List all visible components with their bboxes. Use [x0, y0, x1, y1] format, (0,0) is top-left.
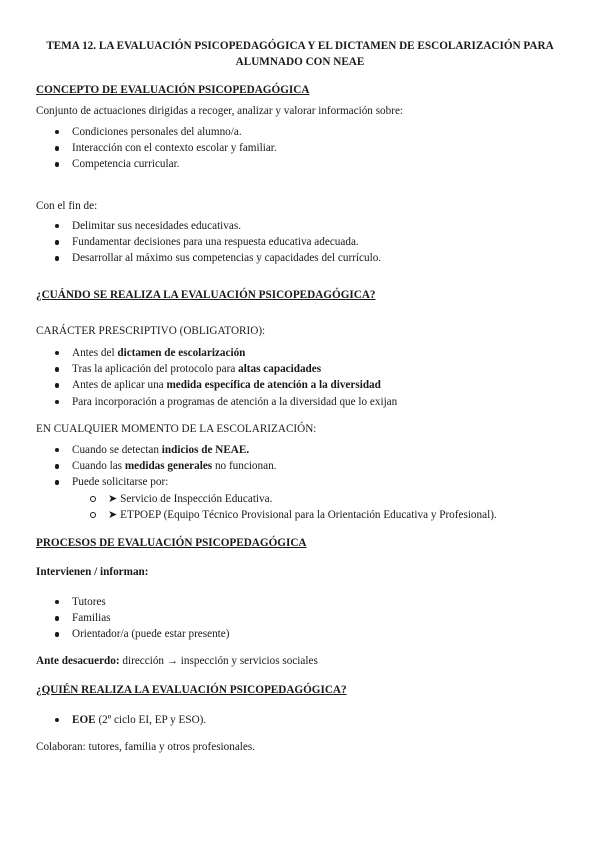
bullet-icon — [55, 351, 59, 355]
list-item: ➤ ETPOEP (Equipo Técnico Provisional para la Orientación Educativa y Profesional). — [90, 507, 497, 523]
bullet-icon — [55, 162, 59, 166]
document-title — [36, 38, 564, 70]
list-item: Cuando se detectan indicios de NEAE. — [55, 442, 276, 458]
bullet-icon — [55, 256, 59, 260]
list-item: EOE (2º ciclo EI, EP y ESO). — [55, 712, 206, 728]
bullet-icon — [55, 600, 59, 604]
bullet-icon — [55, 400, 59, 404]
list-item: Interacción con el contexto escolar y familiar. — [55, 140, 277, 156]
circle-bullet-icon — [90, 512, 96, 518]
list-item: Cuando las medidas generales no funcionan. — [55, 458, 276, 474]
bullet-icon — [55, 448, 59, 452]
list-item: Antes de aplicar una medida específica de atención a la diversidad — [55, 377, 397, 393]
list-item: Tras la aplicación del protocolo para altas capacidades — [55, 361, 397, 377]
title-line-1: TEMA 12. LA EVALUACIÓN PSICOPEDAGÓGICA Y EL DICTAMEN DE ESCOLARIZACIÓN PARA — [46, 40, 554, 52]
bullet-icon — [55, 464, 59, 468]
bullet-icon — [55, 367, 59, 371]
heading-quien: ¿QUIÉN REALIZA LA EVALUACIÓN PSICOPEDAGÓGICA? — [36, 684, 347, 696]
title-line-2: ALUMNADO CON NEAE — [235, 56, 365, 68]
list-item: Para incorporación a programas de atención a la diversidad que lo exijan — [55, 394, 397, 410]
fin-intro: Con el fin de: — [36, 200, 98, 212]
fin-list — [55, 218, 381, 267]
concepto-list — [55, 124, 277, 173]
list-item: Condiciones personales del alumno/a. — [55, 124, 277, 140]
cualquier-momento-list — [55, 442, 276, 491]
list-item: Delimitar sus necesidades educativas. — [55, 218, 381, 234]
list-item: Competencia curricular. — [55, 156, 277, 172]
bullet-icon — [55, 146, 59, 150]
bullet-icon — [55, 632, 59, 636]
heading-cuando: ¿CUÁNDO SE REALIZA LA EVALUACIÓN PSICOPEDAGÓGICA? — [36, 289, 376, 301]
quien-list — [55, 712, 206, 728]
solicitud-sublist — [90, 491, 497, 523]
list-item: ➤ Servicio de Inspección Educativa. — [90, 491, 497, 507]
desacuerdo-line: Ante desacuerdo: dirección → inspección y servicios sociales — [36, 655, 318, 667]
prescriptivo-label: CARÁCTER PRESCRIPTIVO (OBLIGATORIO): — [36, 325, 266, 337]
prescriptivo-list — [55, 345, 397, 410]
list-item: Desarrollar al máximo sus competencias y capacidades del currículo. — [55, 250, 381, 266]
list-item: Fundamentar decisiones para una respuesta educativa adecuada. — [55, 234, 381, 250]
bullet-icon — [55, 240, 59, 244]
bullet-icon — [55, 224, 59, 228]
cualquier-momento-label: EN CUALQUIER MOMENTO DE LA ESCOLARIZACIÓN: — [36, 423, 317, 435]
concepto-intro: Conjunto de actuaciones dirigidas a recoger, analizar y valorar información sobre: — [36, 105, 404, 117]
heading-procesos: PROCESOS DE EVALUACIÓN PSICOPEDAGÓGICA — [36, 537, 307, 549]
heading-concepto: CONCEPTO DE EVALUACIÓN PSICOPEDAGÓGICA — [36, 84, 310, 96]
circle-bullet-icon — [90, 496, 96, 502]
list-item: Orientador/a (puede estar presente) — [55, 626, 229, 642]
colaboran-line: Colaboran: tutores, familia y otros profesionales. — [36, 741, 256, 753]
intervienen-label: Intervienen / informan: — [36, 566, 149, 578]
list-item: Tutores — [55, 594, 229, 610]
bullet-icon — [55, 616, 59, 620]
intervienen-list — [55, 594, 229, 643]
list-item: Familias — [55, 610, 229, 626]
bullet-icon — [55, 480, 59, 484]
list-item: Antes del dictamen de escolarización — [55, 345, 397, 361]
list-item: Puede solicitarse por: — [55, 474, 276, 490]
bullet-icon — [55, 718, 59, 722]
bullet-icon — [55, 130, 59, 134]
bullet-icon — [55, 383, 59, 387]
